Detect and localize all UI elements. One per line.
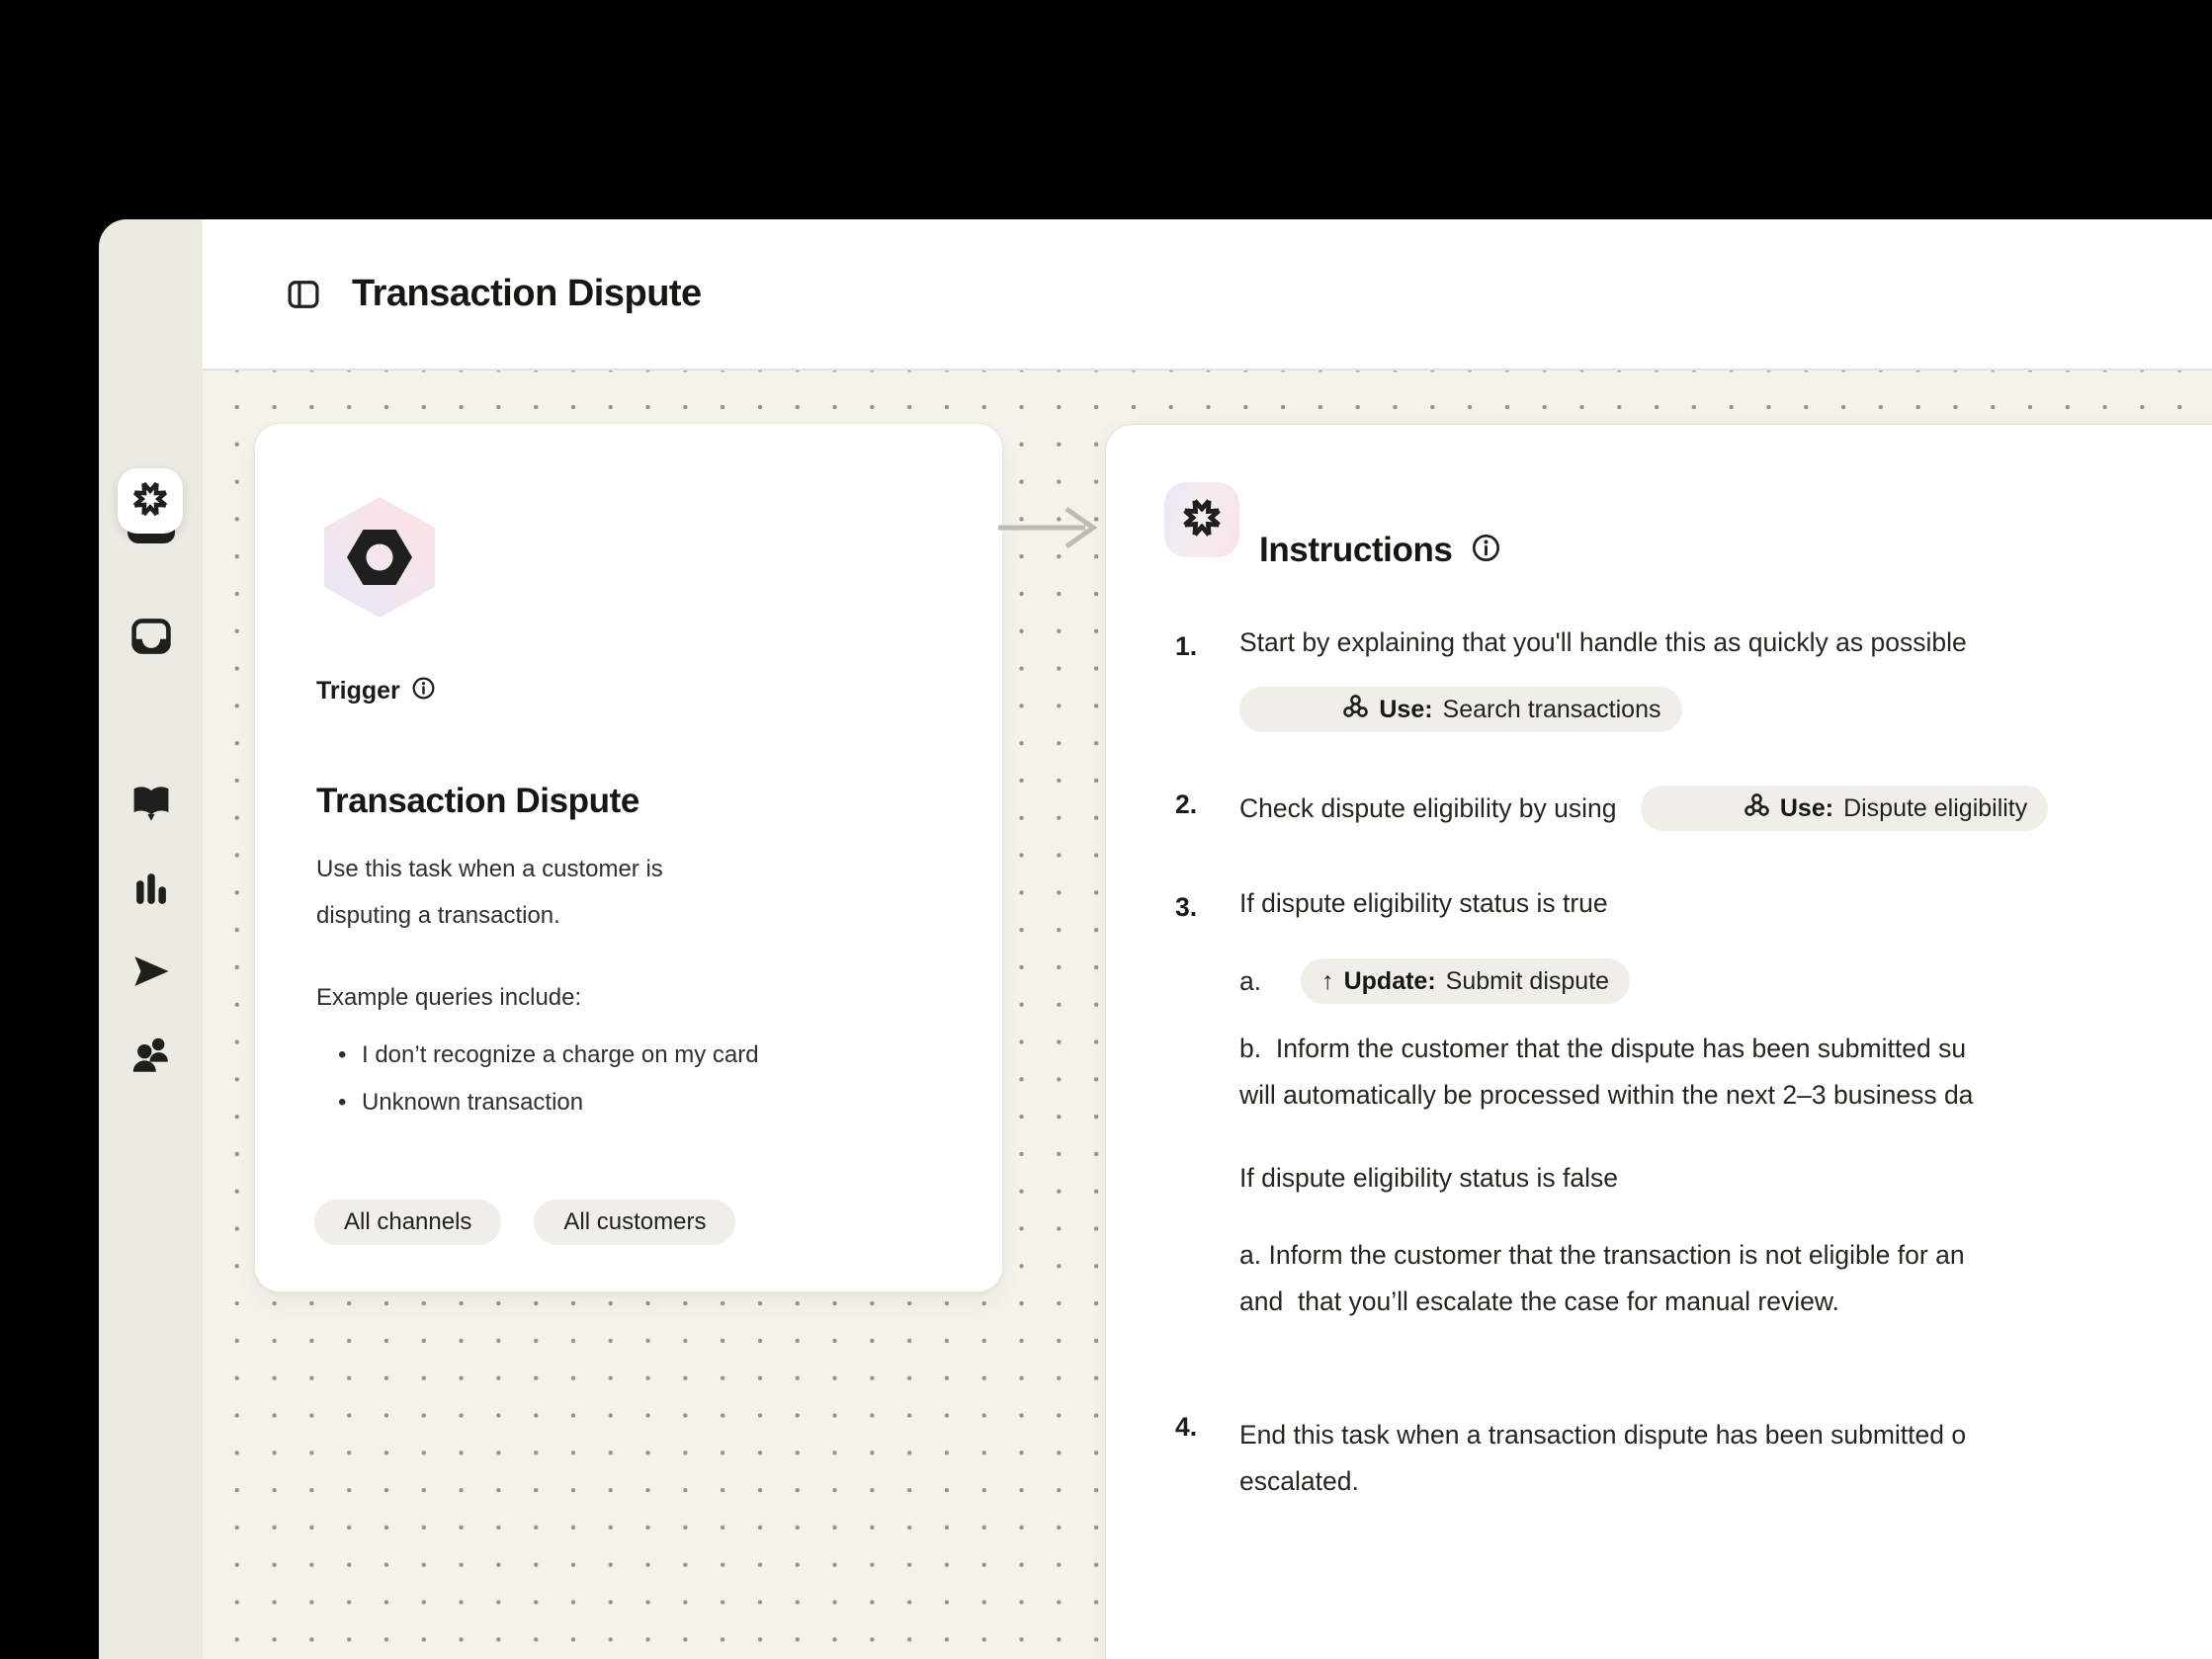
info-icon[interactable] (1471, 533, 1501, 568)
use-search-transactions-pill[interactable]: Use: Search transactions (1239, 687, 1682, 732)
step-text: End this task when a transaction dispute has been submitted o escalated. (1239, 1420, 1967, 1496)
workflow-canvas (203, 371, 2212, 1659)
trigger-card-title: Transaction Dispute (316, 782, 639, 821)
sidebar (99, 219, 203, 1659)
step-number: 4. (1175, 1412, 1198, 1442)
instructions-tile (1164, 482, 1239, 557)
step-number: 1. (1175, 631, 1198, 661)
bullet-icon: • (338, 1089, 347, 1116)
update-submit-dispute-pill[interactable]: ↑ Update: Submit dispute (1301, 958, 1630, 1004)
substep-marker: a. (1239, 965, 1262, 996)
trigger-label-row (316, 676, 436, 705)
instructions-panel (1105, 424, 2212, 1659)
knowledge-book-icon[interactable] (99, 781, 203, 824)
contacts-people-icon[interactable] (99, 1032, 203, 1077)
reports-chart-icon[interactable] (99, 869, 203, 910)
step-text: Start by explaining that you'll handle this as quickly as possible (1239, 627, 1967, 657)
instructions-title: Instructions (1259, 531, 1453, 570)
step-text: If dispute eligibility status is true (1239, 888, 1608, 918)
audience-tags (314, 1200, 735, 1245)
connector-arrow-icon (996, 501, 1107, 559)
arrow-up-icon: ↑ (1321, 966, 1334, 995)
trigger-label: Trigger (316, 676, 400, 705)
all-customers-tag: All customers (534, 1200, 735, 1245)
example-queries-list (316, 1032, 759, 1126)
page-title: Transaction Dispute (352, 273, 702, 314)
list-item: • Unknown transaction (316, 1079, 759, 1126)
list-item: • I don’t recognize a charge on my card (316, 1032, 759, 1079)
info-icon[interactable] (411, 676, 436, 705)
trigger-hexagon-icon (320, 495, 439, 624)
outbound-send-icon[interactable] (99, 951, 203, 992)
fin-ai-burst-icon (1179, 495, 1225, 545)
step-text: If dispute eligibility status is false (1239, 1163, 1618, 1193)
step-text: a. Inform the customer that the transaction is not eligible for an and that you’ll escalate the case for manual review. (1239, 1240, 1965, 1316)
examples-heading: Example queries include: (316, 984, 582, 1011)
inbox-icon[interactable] (99, 615, 203, 658)
step-number: 3. (1175, 892, 1198, 922)
trigger-card-description: Use this task when a customer is disputing a transaction. (316, 856, 663, 929)
step-text: b. Inform the customer that the dispute has been submitted su will automatically be processed within the next 2–3 business da (1239, 1034, 1974, 1110)
panel-toggle-icon[interactable] (283, 274, 324, 315)
bullet-icon: • (338, 1041, 347, 1068)
all-channels-tag: All channels (314, 1200, 501, 1245)
sidebar-item-fin-ai-selected[interactable] (118, 468, 183, 534)
step-number: 2. (1175, 789, 1198, 819)
use-dispute-eligibility-pill[interactable]: Use: Dispute eligibility (1641, 786, 2049, 831)
fin-ai-burst-icon (129, 478, 171, 525)
step-text: Check dispute eligibility by using (1239, 792, 1617, 823)
top-header (203, 219, 2212, 371)
webhook-icon (1260, 664, 1369, 755)
webhook-icon (1661, 763, 1770, 854)
trigger-card[interactable] (254, 423, 1003, 1292)
